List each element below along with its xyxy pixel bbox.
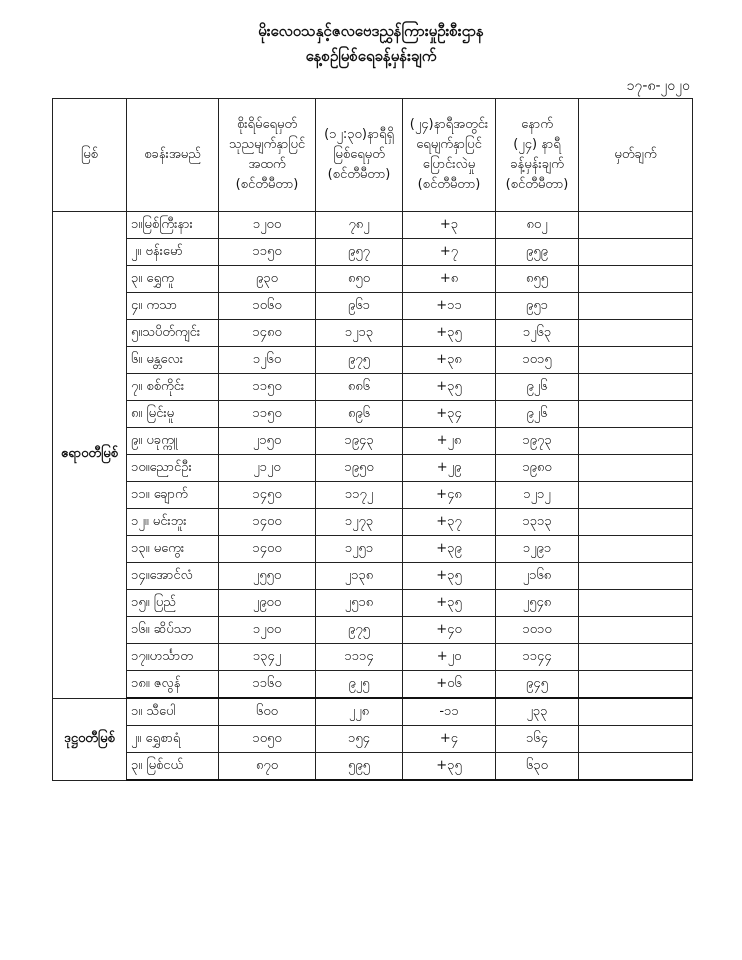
observed-level-cell: ၉၂၅ (316, 671, 403, 699)
observed-level-cell: ၁၅၄ (316, 726, 403, 753)
header-station: စခန်းအမည် (127, 99, 219, 212)
forecast-cell: ၁၀၁၀ (496, 617, 579, 644)
forecast-cell: ၂၁၆၈ (496, 563, 579, 590)
change-cell: +၄ (403, 726, 496, 753)
danger-level-cell: ၁၁၆၀ (219, 671, 316, 699)
table-row (53, 698, 693, 726)
station-cell: ၁။ သီပေါ (127, 698, 219, 726)
table-row (53, 239, 693, 266)
forecast-cell: ၁၉၈၀ (496, 455, 579, 482)
header-chg-line4: (စင်တီမီတာ) (417, 177, 481, 192)
station-cell: ၃။ ရွှေကူ (127, 266, 219, 293)
observed-level-cell: ၂၂၈ (316, 698, 403, 726)
remark-cell (579, 293, 693, 320)
table-row (53, 374, 693, 401)
change-cell: +၁၁ (403, 293, 496, 320)
river-name-cell: ဧရာဝတီမြစ် (53, 212, 127, 699)
danger-level-cell: ၂၅၅၀ (219, 563, 316, 590)
station-cell: ၁။မြစ်ကြီးနား (127, 212, 219, 239)
station-cell: ၇။ စစ်ကိုင်း (127, 374, 219, 401)
danger-level-cell: ၁၂၆၀ (219, 347, 316, 374)
header-remark: မှတ်ချက် (579, 99, 693, 212)
station-cell: ၁၁။ ချောက် (127, 482, 219, 509)
remark-cell (579, 726, 693, 753)
remark-cell (579, 644, 693, 671)
forecast-cell: ၈၅၅ (496, 266, 579, 293)
forecast-cell: ၁၃၁၃ (496, 509, 579, 536)
danger-level-cell: ၁၁၅၀ (219, 239, 316, 266)
remark-cell (579, 753, 693, 781)
remark-cell (579, 671, 693, 699)
river-name-cell: ဒုဋ္ဌဝတီမြစ် (53, 698, 127, 780)
observed-level-cell: ၉၇၅ (316, 617, 403, 644)
remark-cell (579, 428, 693, 455)
danger-level-cell: ၁၁၅၀ (219, 374, 316, 401)
table-row (53, 671, 693, 699)
danger-level-cell: ၁၄၅၀ (219, 482, 316, 509)
remark-cell (579, 239, 693, 266)
header-danger-line4: (စင်တီမီတာ) (235, 177, 299, 192)
table-row (53, 455, 693, 482)
change-cell: +၂၀ (403, 644, 496, 671)
forecast-cell: ၁၂၆၃ (496, 320, 579, 347)
station-cell: ၁၇။ဟင်္သာတ (127, 644, 219, 671)
observed-level-cell: ၁၂၁၃ (316, 320, 403, 347)
table-row (53, 266, 693, 293)
station-cell: ၁၂။ မင်းဘူး (127, 509, 219, 536)
observed-level-cell: ၈၈၆ (316, 374, 403, 401)
table-row (53, 482, 693, 509)
header-obs-line1: (၁၂:၃၀)နာရီရှိ (324, 127, 394, 142)
observed-level-cell: ၁၉၅၀ (316, 455, 403, 482)
table-row (53, 590, 693, 617)
station-cell: ၆။ မန္တလေး (127, 347, 219, 374)
remark-cell (579, 347, 693, 374)
table-row (53, 644, 693, 671)
danger-level-cell: ၉၃၀ (219, 266, 316, 293)
forecast-cell: ၁၂၉၁ (496, 536, 579, 563)
danger-level-cell: ၁၀၅၀ (219, 726, 316, 753)
station-cell: ၁၃။ မကွေး (127, 536, 219, 563)
change-cell: +၂၉ (403, 455, 496, 482)
danger-level-cell: ၁၄၀၀ (219, 509, 316, 536)
table-body (53, 212, 693, 781)
table-row (53, 320, 693, 347)
table-row (53, 428, 693, 455)
station-cell: ၁၈။ ဇလွန် (127, 671, 219, 699)
header-forecast (496, 99, 579, 212)
forecast-cell: ၉၄၅ (496, 671, 579, 699)
change-cell: +၃၅ (403, 563, 496, 590)
header-fc-line1: နောက် (521, 117, 553, 132)
danger-level-cell: ၁၄၀၀ (219, 536, 316, 563)
remark-cell (579, 374, 693, 401)
remark-cell (579, 266, 693, 293)
header-danger-line1: စိုးရိမ်ရေမှတ် (236, 117, 298, 132)
change-cell: +၇ (403, 239, 496, 266)
header-fc-line4: (စင်တီမီတာ) (505, 177, 569, 192)
remark-cell (579, 455, 693, 482)
header-fc-line3: ခန့်မှန်းချက် (510, 157, 564, 172)
remark-cell (579, 482, 693, 509)
table-row (53, 753, 693, 781)
remark-cell (579, 698, 693, 726)
header-row (53, 99, 693, 212)
report-date: ၁၇-၈-၂၀၂၀ (626, 78, 690, 94)
remark-cell (579, 590, 693, 617)
forecast-cell: ၂၃၃ (496, 698, 579, 726)
remark-cell (579, 212, 693, 239)
change-cell: +၃၅ (403, 320, 496, 347)
page-subtitle: နေ့စဉ်မြစ်ရေခန့်မှန်းချက် (305, 47, 437, 65)
header-danger-line3: အထက် (248, 157, 286, 172)
header-river: မြစ် (53, 99, 127, 212)
forecast-cell: ၉၂၆ (496, 401, 579, 428)
danger-level-cell: ၁၁၅၀ (219, 401, 316, 428)
forecast-cell: ၁၁၄၄ (496, 644, 579, 671)
change-cell: +၃၅ (403, 374, 496, 401)
danger-level-cell: ၁၄၈၀ (219, 320, 316, 347)
change-cell: +၄၈ (403, 482, 496, 509)
table-row (53, 401, 693, 428)
station-cell: ၉။ ပခုက္ကူ (127, 428, 219, 455)
danger-level-cell: ၁၀၆၀ (219, 293, 316, 320)
station-cell: ၂။ ရွှေစာရံ (127, 726, 219, 753)
table-row (53, 347, 693, 374)
remark-cell (579, 401, 693, 428)
remark-cell (579, 536, 693, 563)
change-cell: +၂၈ (403, 428, 496, 455)
remark-cell (579, 563, 693, 590)
station-cell: ၂။ ဗန်းမော် (127, 239, 219, 266)
observed-level-cell: ၁၁၇၂ (316, 482, 403, 509)
observed-level-cell: ၅၉၅ (316, 753, 403, 781)
change-cell: +၃၅ (403, 753, 496, 781)
forecast-cell: ၁၆၄ (496, 726, 579, 753)
observed-level-cell: ၈၉၆ (316, 401, 403, 428)
change-cell: +၃၅ (403, 590, 496, 617)
forecast-cell: ၁၂၁၂ (496, 482, 579, 509)
station-cell: ၁၀။ညောင်ဦး (127, 455, 219, 482)
station-cell: ၅။သပိတ်ကျင်း (127, 320, 219, 347)
header-chg-line2: ရေမျက်နှာပြင် (416, 137, 482, 152)
observed-level-cell: ၉၅၇ (316, 239, 403, 266)
header-fc-line2: (၂၄) နာရီ (513, 137, 561, 152)
river-forecast-table (52, 98, 693, 781)
forecast-cell: ၆၃၀ (496, 753, 579, 781)
change-cell: +၃၄ (403, 401, 496, 428)
remark-cell (579, 320, 693, 347)
table-row (53, 293, 693, 320)
danger-level-cell: ၂၁၅၀ (219, 428, 316, 455)
station-cell: ၃။ မြစ်ငယ် (127, 753, 219, 781)
danger-level-cell: ၂၁၂၀ (219, 455, 316, 482)
header-chg-line3: ပြောင်းလဲမှု (422, 157, 476, 172)
observed-level-cell: ၁၂၇၃ (316, 509, 403, 536)
observed-level-cell: ၂၁၃၈ (316, 563, 403, 590)
table-row (53, 617, 693, 644)
page-title: မိုးလေဝသနှင့်ဇလဗေဒညွှန်ကြားမှုဦးစီးဌာန (258, 22, 484, 40)
header-obs-line3: (စင်တီမီတာ) (327, 167, 391, 182)
change-cell: +၃၉ (403, 536, 496, 563)
observed-level-cell: ၁၉၄၃ (316, 428, 403, 455)
header-change (403, 99, 496, 212)
station-cell: ၄။ ကသာ (127, 293, 219, 320)
danger-level-cell: ၈၇၀ (219, 753, 316, 781)
remark-cell (579, 509, 693, 536)
forecast-cell: ၁၉၇၃ (496, 428, 579, 455)
danger-level-cell: ၁၂၀၀ (219, 212, 316, 239)
header-obs-line2: မြစ်ရေမှတ် (333, 147, 385, 162)
header-danger-level (219, 99, 316, 212)
station-cell: ၁၆။ ဆိပ်သာ (127, 617, 219, 644)
change-cell: +၃၈ (403, 347, 496, 374)
observed-level-cell: ၂၅၁၈ (316, 590, 403, 617)
observed-level-cell: ၉၇၅ (316, 347, 403, 374)
remark-cell (579, 617, 693, 644)
forecast-cell: ၉၂၆ (496, 374, 579, 401)
header-observed-level (316, 99, 403, 212)
header-chg-line1: (၂၄)နာရီအတွင်း (409, 117, 489, 132)
change-cell: +၈ (403, 266, 496, 293)
forecast-cell: ၉၅၁ (496, 293, 579, 320)
forecast-cell: ၉၅၉ (496, 239, 579, 266)
table-row (53, 563, 693, 590)
danger-level-cell: ၁၂၀၀ (219, 617, 316, 644)
table-row (53, 726, 693, 753)
danger-level-cell: ၂၉၀၀ (219, 590, 316, 617)
header-danger-line2: သုညမျက်နှာပြင် (228, 137, 306, 152)
table-row (53, 536, 693, 563)
change-cell: +၄၀ (403, 617, 496, 644)
observed-level-cell: ၁၁၁၄ (316, 644, 403, 671)
observed-level-cell: ၁၂၅၁ (316, 536, 403, 563)
station-cell: ၁၅။ ပြည် (127, 590, 219, 617)
station-cell: ၈။ မြင်းမူ (127, 401, 219, 428)
change-cell: -၁၁ (403, 698, 496, 726)
observed-level-cell: ၇၈၂ (316, 212, 403, 239)
forecast-cell: ၁၀၁၅ (496, 347, 579, 374)
table-row (53, 509, 693, 536)
observed-level-cell: ၈၅၀ (316, 266, 403, 293)
forecast-cell: ၈၀၂ (496, 212, 579, 239)
table-row (53, 212, 693, 239)
change-cell: +၃၇ (403, 509, 496, 536)
danger-level-cell: ၆၀၀ (219, 698, 316, 726)
change-cell: +၀၆ (403, 671, 496, 699)
change-cell: +၃ (403, 212, 496, 239)
observed-level-cell: ၉၆၁ (316, 293, 403, 320)
station-cell: ၁၄။အောင်လံ (127, 563, 219, 590)
forecast-cell: ၂၅၄၈ (496, 590, 579, 617)
danger-level-cell: ၁၃၄၂ (219, 644, 316, 671)
